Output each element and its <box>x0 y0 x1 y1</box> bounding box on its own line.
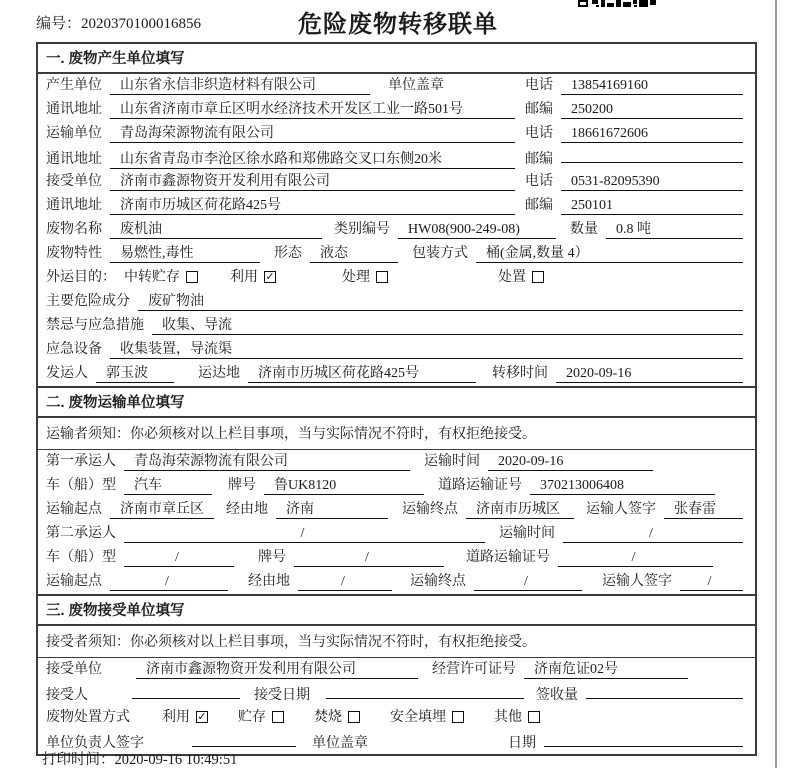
disposal-incinerate-checkbox <box>348 711 360 723</box>
section2-header: 二. 废物运输单位填写 <box>38 386 755 418</box>
waste-name-label: 废物名称 <box>46 222 102 237</box>
packing-value: 桶(金属,数量 4） <box>476 242 743 263</box>
quantity-value: 0.8 吨 <box>606 218 743 239</box>
second-vehicle-row <box>38 546 755 570</box>
disposal-landfill-checkbox <box>452 711 464 723</box>
recipient-label: 接受人 <box>46 688 88 703</box>
transporter-zip-value <box>561 146 743 163</box>
via-label: 经由地 <box>248 574 290 589</box>
responsible-sign-value <box>192 730 296 747</box>
transfer-manifest-form <box>36 42 757 756</box>
endpoint-label: 运输终点 <box>402 502 458 517</box>
second-carrier-label: 第二承运人 <box>46 526 116 541</box>
producer-address-row <box>38 98 755 122</box>
disposal-option-utilize: 利用 ✓ <box>162 710 207 725</box>
first-vehicle-row <box>38 474 755 498</box>
disposal-other-checkbox <box>528 711 540 723</box>
transporter-notice: 运输者须知：你必须核对以上栏目事项，当与实际情况不符时，有权拒绝接受。 <box>38 418 755 450</box>
second-road-license-value: / <box>558 550 713 567</box>
purpose-option-utilize: 利用 ✓ <box>230 270 275 285</box>
hazard-component-label: 主要危险成分 <box>46 294 130 309</box>
phone-label: 电话 <box>525 126 553 141</box>
address-label: 通讯地址 <box>46 152 102 167</box>
waste-character-value: 易燃性,毒性 <box>110 242 260 263</box>
first-carrier-label: 第一承运人 <box>46 454 116 469</box>
producer-zip-value: 250200 <box>561 102 743 119</box>
plate-number-label: 牌号 <box>228 478 256 493</box>
first-carrier-value: 青岛海荣源物流有限公司 <box>124 450 410 471</box>
page-edge-line <box>775 0 777 768</box>
category-code-value: HW08(900-249-08) <box>398 222 556 239</box>
road-license-label: 道路运输证号 <box>438 478 522 493</box>
first-road-license-value: 370213006408 <box>530 478 715 495</box>
consignor-value: 郭玉波 <box>96 362 174 383</box>
vehicle-type-label: 车（船）型 <box>46 478 116 493</box>
receiver-address-row <box>38 194 755 218</box>
hazard-component-row <box>38 290 755 314</box>
transporter-value: 青岛海荣源物流有限公司 <box>110 122 515 143</box>
producer-phone-value: 13854169160 <box>561 78 743 95</box>
treat-checkbox <box>376 271 388 283</box>
waste-name-row <box>38 218 755 242</box>
signed-amount-value <box>586 682 743 699</box>
second-transport-time-value: / <box>563 526 743 543</box>
zip-label: 邮编 <box>525 152 553 167</box>
print-time <box>42 748 237 769</box>
permit-number-label: 经营许可证号 <box>432 662 516 677</box>
second-carrier-row <box>38 522 755 546</box>
second-endpoint-value: / <box>474 574 582 591</box>
waste-name-value: 废机油 <box>110 218 322 239</box>
second-vehicle-type-value: / <box>124 550 234 567</box>
zip-label: 邮编 <box>525 102 553 117</box>
section3-header: 三. 废物接受单位填写 <box>38 594 755 626</box>
carrier-sign-label: 运输人签字 <box>586 502 656 517</box>
consignor-row <box>38 362 755 386</box>
disposal-option-incinerate: 焚烧 <box>314 706 360 726</box>
accepting-unit-label: 接受单位 <box>46 662 102 677</box>
transporter-phone-value: 18661672606 <box>561 126 743 143</box>
category-code-label: 类别编号 <box>334 222 390 237</box>
transfer-time-value: 2020-09-16 <box>556 366 743 383</box>
carrier-sign-label: 运输人签字 <box>602 574 672 589</box>
transfer-time-label: 转移时间 <box>492 366 548 381</box>
print-time-value: 2020-09-16 10:49:51 <box>114 752 238 768</box>
purpose-option-transfer-storage: 中转贮存 <box>124 266 198 286</box>
accepting-unit-value: 济南市鑫源物资开发利用有限公司 <box>136 658 418 679</box>
transporter-row <box>38 122 755 146</box>
second-carrier-sign-value: / <box>680 574 743 591</box>
first-carrier-row <box>38 450 755 474</box>
second-carrier-value: / <box>124 526 485 543</box>
receiver-address-value: 济南市历城区荷花路425号 <box>110 194 515 215</box>
date-value <box>544 730 743 747</box>
phone-label: 电话 <box>525 78 553 93</box>
document-number-label: 编号： <box>36 16 82 32</box>
hazard-component-value: 废矿物油 <box>138 290 743 311</box>
purpose-option-dispose: 处置 <box>498 266 544 286</box>
transport-time-label: 运输时间 <box>499 526 555 541</box>
second-plate-number-value: / <box>294 550 444 567</box>
destination-value: 济南市历城区荷花路425号 <box>248 362 476 383</box>
emergency-equipment-row <box>38 338 755 362</box>
document-header <box>0 0 796 42</box>
transport-time-label: 运输时间 <box>424 454 480 469</box>
transfer-storage-checkbox <box>186 271 198 283</box>
date-label: 日期 <box>508 736 536 751</box>
form-value: 液态 <box>310 242 398 263</box>
first-via-value: 济南 <box>276 498 388 519</box>
section1-header: 一. 废物产生单位填写 <box>38 44 755 74</box>
transporter-address-row <box>38 146 755 170</box>
producer-address-value: 山东省济南市章丘区明水经济技术开发区工业一路501号 <box>110 98 515 119</box>
signed-amount-label: 签收量 <box>536 688 578 703</box>
first-plate-number-value: 鲁UK8120 <box>264 474 424 495</box>
unit-seal-label: 单位盖章 <box>388 78 444 93</box>
producer-value: 山东省永信非织造材料有限公司 <box>110 74 370 95</box>
disposal-storage-checkbox <box>272 711 284 723</box>
packing-label: 包装方式 <box>412 246 468 261</box>
receiver-phone-value: 0531-82095390 <box>561 174 743 191</box>
page-title: 危险废物转移联单 <box>298 11 498 38</box>
responsible-sign-label: 单位负责人签字 <box>46 736 144 751</box>
first-carrier-sign-value: 张春雷 <box>664 498 743 519</box>
recipient-row <box>38 682 755 706</box>
purpose-option-treat: 处理 <box>342 266 388 286</box>
transporter-label: 运输单位 <box>46 126 102 141</box>
quantity-label: 数量 <box>570 222 598 237</box>
disposal-method-label: 废物处置方式 <box>46 710 130 725</box>
first-transport-time-value: 2020-09-16 <box>488 454 653 471</box>
utilize-checkbox: ✓ <box>265 270 275 283</box>
accepting-unit-row <box>38 658 755 682</box>
second-route-row <box>38 570 755 594</box>
address-label: 通讯地址 <box>46 102 102 117</box>
transfer-purpose-row <box>38 266 755 290</box>
disposal-option-storage: 贮存 <box>238 706 284 726</box>
qr-code-icon <box>578 0 656 12</box>
unit-seal-label: 单位盖章 <box>312 736 368 751</box>
first-endpoint-value: 济南市历城区 <box>466 498 574 519</box>
producer-row <box>38 74 755 98</box>
consignor-label: 发运人 <box>46 366 88 381</box>
producer-label: 产生单位 <box>46 78 102 93</box>
disposal-utilize-checkbox: ✓ <box>197 710 207 723</box>
recipient-value <box>132 682 240 699</box>
receiver-zip-value: 250101 <box>561 198 743 215</box>
road-license-label: 道路运输证号 <box>466 550 550 565</box>
transfer-purpose-label: 外运目的： <box>46 270 116 285</box>
transporter-address-value: 山东省青岛市李沧区徐水路和郑佛路交叉口东侧20米 <box>110 148 515 169</box>
emergency-equipment-label: 应急设备 <box>46 342 102 357</box>
endpoint-label: 运输终点 <box>410 574 466 589</box>
address-label: 通讯地址 <box>46 198 102 213</box>
disposal-option-landfill: 安全填埋 <box>390 706 464 726</box>
receiver-value: 济南市鑫源物资开发利用有限公司 <box>110 170 515 191</box>
accept-date-label: 接受日期 <box>254 688 310 703</box>
plate-number-label: 牌号 <box>258 550 286 565</box>
taboo-measures-value: 收集、导流 <box>152 314 743 335</box>
taboo-measures-row <box>38 314 755 338</box>
dispose-checkbox <box>532 271 544 283</box>
emergency-equipment-value: 收集装置，导流渠 <box>110 338 743 359</box>
origin-label: 运输起点 <box>46 502 102 517</box>
waste-character-label: 废物特性 <box>46 246 102 261</box>
disposal-method-row <box>38 706 755 730</box>
receiver-row <box>38 170 755 194</box>
receiver-notice: 接受者须知：你必须核对以上栏目事项，当与实际情况不符时，有权拒绝接受。 <box>38 626 755 658</box>
permit-number-value: 济南危证02号 <box>524 658 688 679</box>
document-number-value: 2020370100016856 <box>81 16 202 32</box>
second-via-value: / <box>298 574 392 591</box>
origin-label: 运输起点 <box>46 574 102 589</box>
receiver-label: 接受单位 <box>46 174 102 189</box>
via-label: 经由地 <box>226 502 268 517</box>
phone-label: 电话 <box>525 174 553 189</box>
form-label: 形态 <box>274 246 302 261</box>
waste-character-row <box>38 242 755 266</box>
destination-label: 运达地 <box>198 366 240 381</box>
disposal-option-other: 其他 <box>494 706 540 726</box>
print-time-label: 打印时间： <box>42 752 115 768</box>
first-vehicle-type-value: 汽车 <box>124 474 212 495</box>
first-origin-value: 济南市章丘区 <box>110 498 214 519</box>
second-origin-value: / <box>110 574 228 591</box>
zip-label: 邮编 <box>525 198 553 213</box>
first-route-row <box>38 498 755 522</box>
vehicle-type-label: 车（船）型 <box>46 550 116 565</box>
accept-date-value <box>326 682 524 699</box>
taboo-measures-label: 禁忌与应急措施 <box>46 318 144 333</box>
